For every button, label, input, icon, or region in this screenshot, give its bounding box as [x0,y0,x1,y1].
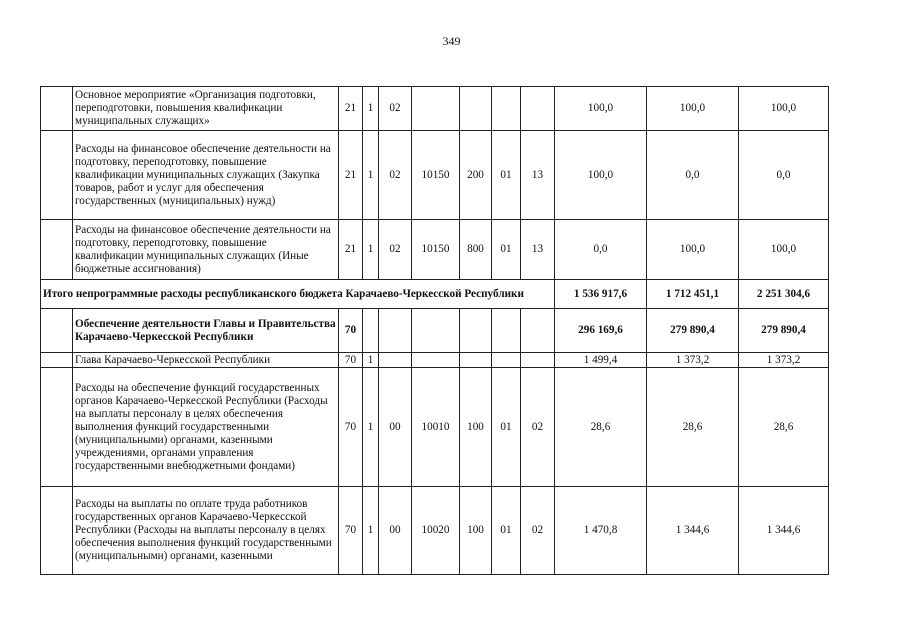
code-cell [521,309,555,353]
section-value: 296 169,6 [555,309,647,353]
value-cell: 1 373,2 [647,353,739,368]
code-cell: 00 [379,368,412,487]
total-value: 2 251 304,6 [739,280,829,309]
code-cell: 100 [460,487,492,575]
value-cell: 1 373,2 [739,353,829,368]
code-cell: 200 [460,131,492,220]
code-cell [521,353,555,368]
code-cell [379,353,412,368]
code-cell: 02 [521,487,555,575]
code-cell: 21 [339,131,363,220]
code-cell: 1 [363,87,379,131]
code-cell [521,87,555,131]
code-cell: 1 [363,131,379,220]
code-cell: 02 [521,368,555,487]
empty-cell [41,487,73,575]
table-row [41,220,829,280]
value-cell: 0,0 [647,131,739,220]
code-cell: 10010 [412,368,460,487]
page-number: 349 [442,34,461,48]
code-cell: 1 [363,353,379,368]
row-name: Расходы на финансовое обеспечение деятельности на подготовку, переподготовку, повышение квалификации муниципальных служащих (Закупка товаров, работ и услуг для обеспечения государственных (муниципальных) нужд) [73,131,339,220]
code-cell [460,87,492,131]
code-cell: 10150 [412,131,460,220]
row-name: Глава Карачаево-Черкесской Республики [73,353,339,368]
code-cell [460,353,492,368]
code-cell [363,309,379,353]
row-name: Расходы на выплаты по оплате труда работников государственных органов Карачаево-Черкесской Республики (Расходы на выплаты персоналу в целях обеспечения выполнения функций государственными (муниципальными) органами, казенными [73,487,339,575]
total-label: Итого непрограммные расходы республиканского бюджета Карачаево-Черкесской Республики [41,280,555,309]
section-value: 279 890,4 [739,309,829,353]
empty-cell [41,220,73,280]
value-cell: 1 470,8 [555,487,647,575]
empty-cell [41,131,73,220]
empty-cell [41,368,73,487]
code-cell [412,87,460,131]
code-cell: 10150 [412,220,460,280]
code-cell: 02 [379,220,412,280]
value-cell: 28,6 [739,368,829,487]
code-cell: 1 [363,368,379,487]
section-value: 279 890,4 [647,309,739,353]
code-cell: 00 [379,487,412,575]
table-row [41,131,829,220]
value-cell: 1 499,4 [555,353,647,368]
code-cell: 13 [521,220,555,280]
empty-cell [41,353,73,368]
value-cell: 100,0 [739,87,829,131]
code-cell: 70 [339,368,363,487]
code-cell: 21 [339,87,363,131]
code-cell: 01 [492,487,521,575]
code-cell [492,87,521,131]
table-row [41,487,829,575]
value-cell: 100,0 [555,87,647,131]
budget-table [40,86,829,575]
code-cell: 01 [492,220,521,280]
value-cell: 100,0 [555,131,647,220]
code-cell: 100 [460,368,492,487]
code-cell [460,309,492,353]
code-cell: 21 [339,220,363,280]
empty-cell [41,309,73,353]
section-row [41,309,829,353]
table-row [41,368,829,487]
code-cell: 02 [379,131,412,220]
section-name: Обеспечение деятельности Главы и Правительства Карачаево-Черкесской Республики [73,309,339,353]
code-cell [412,353,460,368]
value-cell: 100,0 [647,220,739,280]
code-cell [379,309,412,353]
row-name: Расходы на финансовое обеспечение деятельности на подготовку, переподготовку, повышение квалификации муниципальных служащих (Иные бюджетные ассигнования) [73,220,339,280]
code-cell [492,353,521,368]
code-cell [412,309,460,353]
value-cell: 0,0 [555,220,647,280]
value-cell: 0,0 [739,131,829,220]
code-cell: 13 [521,131,555,220]
code-cell: 01 [492,368,521,487]
code-cell: 01 [492,131,521,220]
table-row [41,87,829,131]
row-name: Расходы на обеспечение функций государственных органов Карачаево-Черкесской Республики (Расходы на выплаты персоналу в целях обеспечения выполнения функций государственными (муниципальными) органами, казенными учреждениями, органами управления государственными внебюджетными фондами) [73,368,339,487]
value-cell: 28,6 [647,368,739,487]
code-cell: 1 [363,487,379,575]
value-cell: 1 344,6 [647,487,739,575]
value-cell: 100,0 [647,87,739,131]
total-value: 1 536 917,6 [555,280,647,309]
code-cell: 1 [363,220,379,280]
code-cell: 70 [339,309,363,353]
value-cell: 28,6 [555,368,647,487]
total-row [41,280,829,309]
code-cell: 10020 [412,487,460,575]
value-cell: 100,0 [739,220,829,280]
total-value: 1 712 451,1 [647,280,739,309]
table-row [41,353,829,368]
code-cell: 800 [460,220,492,280]
code-cell: 02 [379,87,412,131]
value-cell: 1 344,6 [739,487,829,575]
code-cell: 70 [339,353,363,368]
row-name: Основное мероприятие «Организация подготовки, переподготовки, повышения квалификации муниципальных служащих» [73,87,339,131]
empty-cell [41,87,73,131]
code-cell [492,309,521,353]
code-cell: 70 [339,487,363,575]
